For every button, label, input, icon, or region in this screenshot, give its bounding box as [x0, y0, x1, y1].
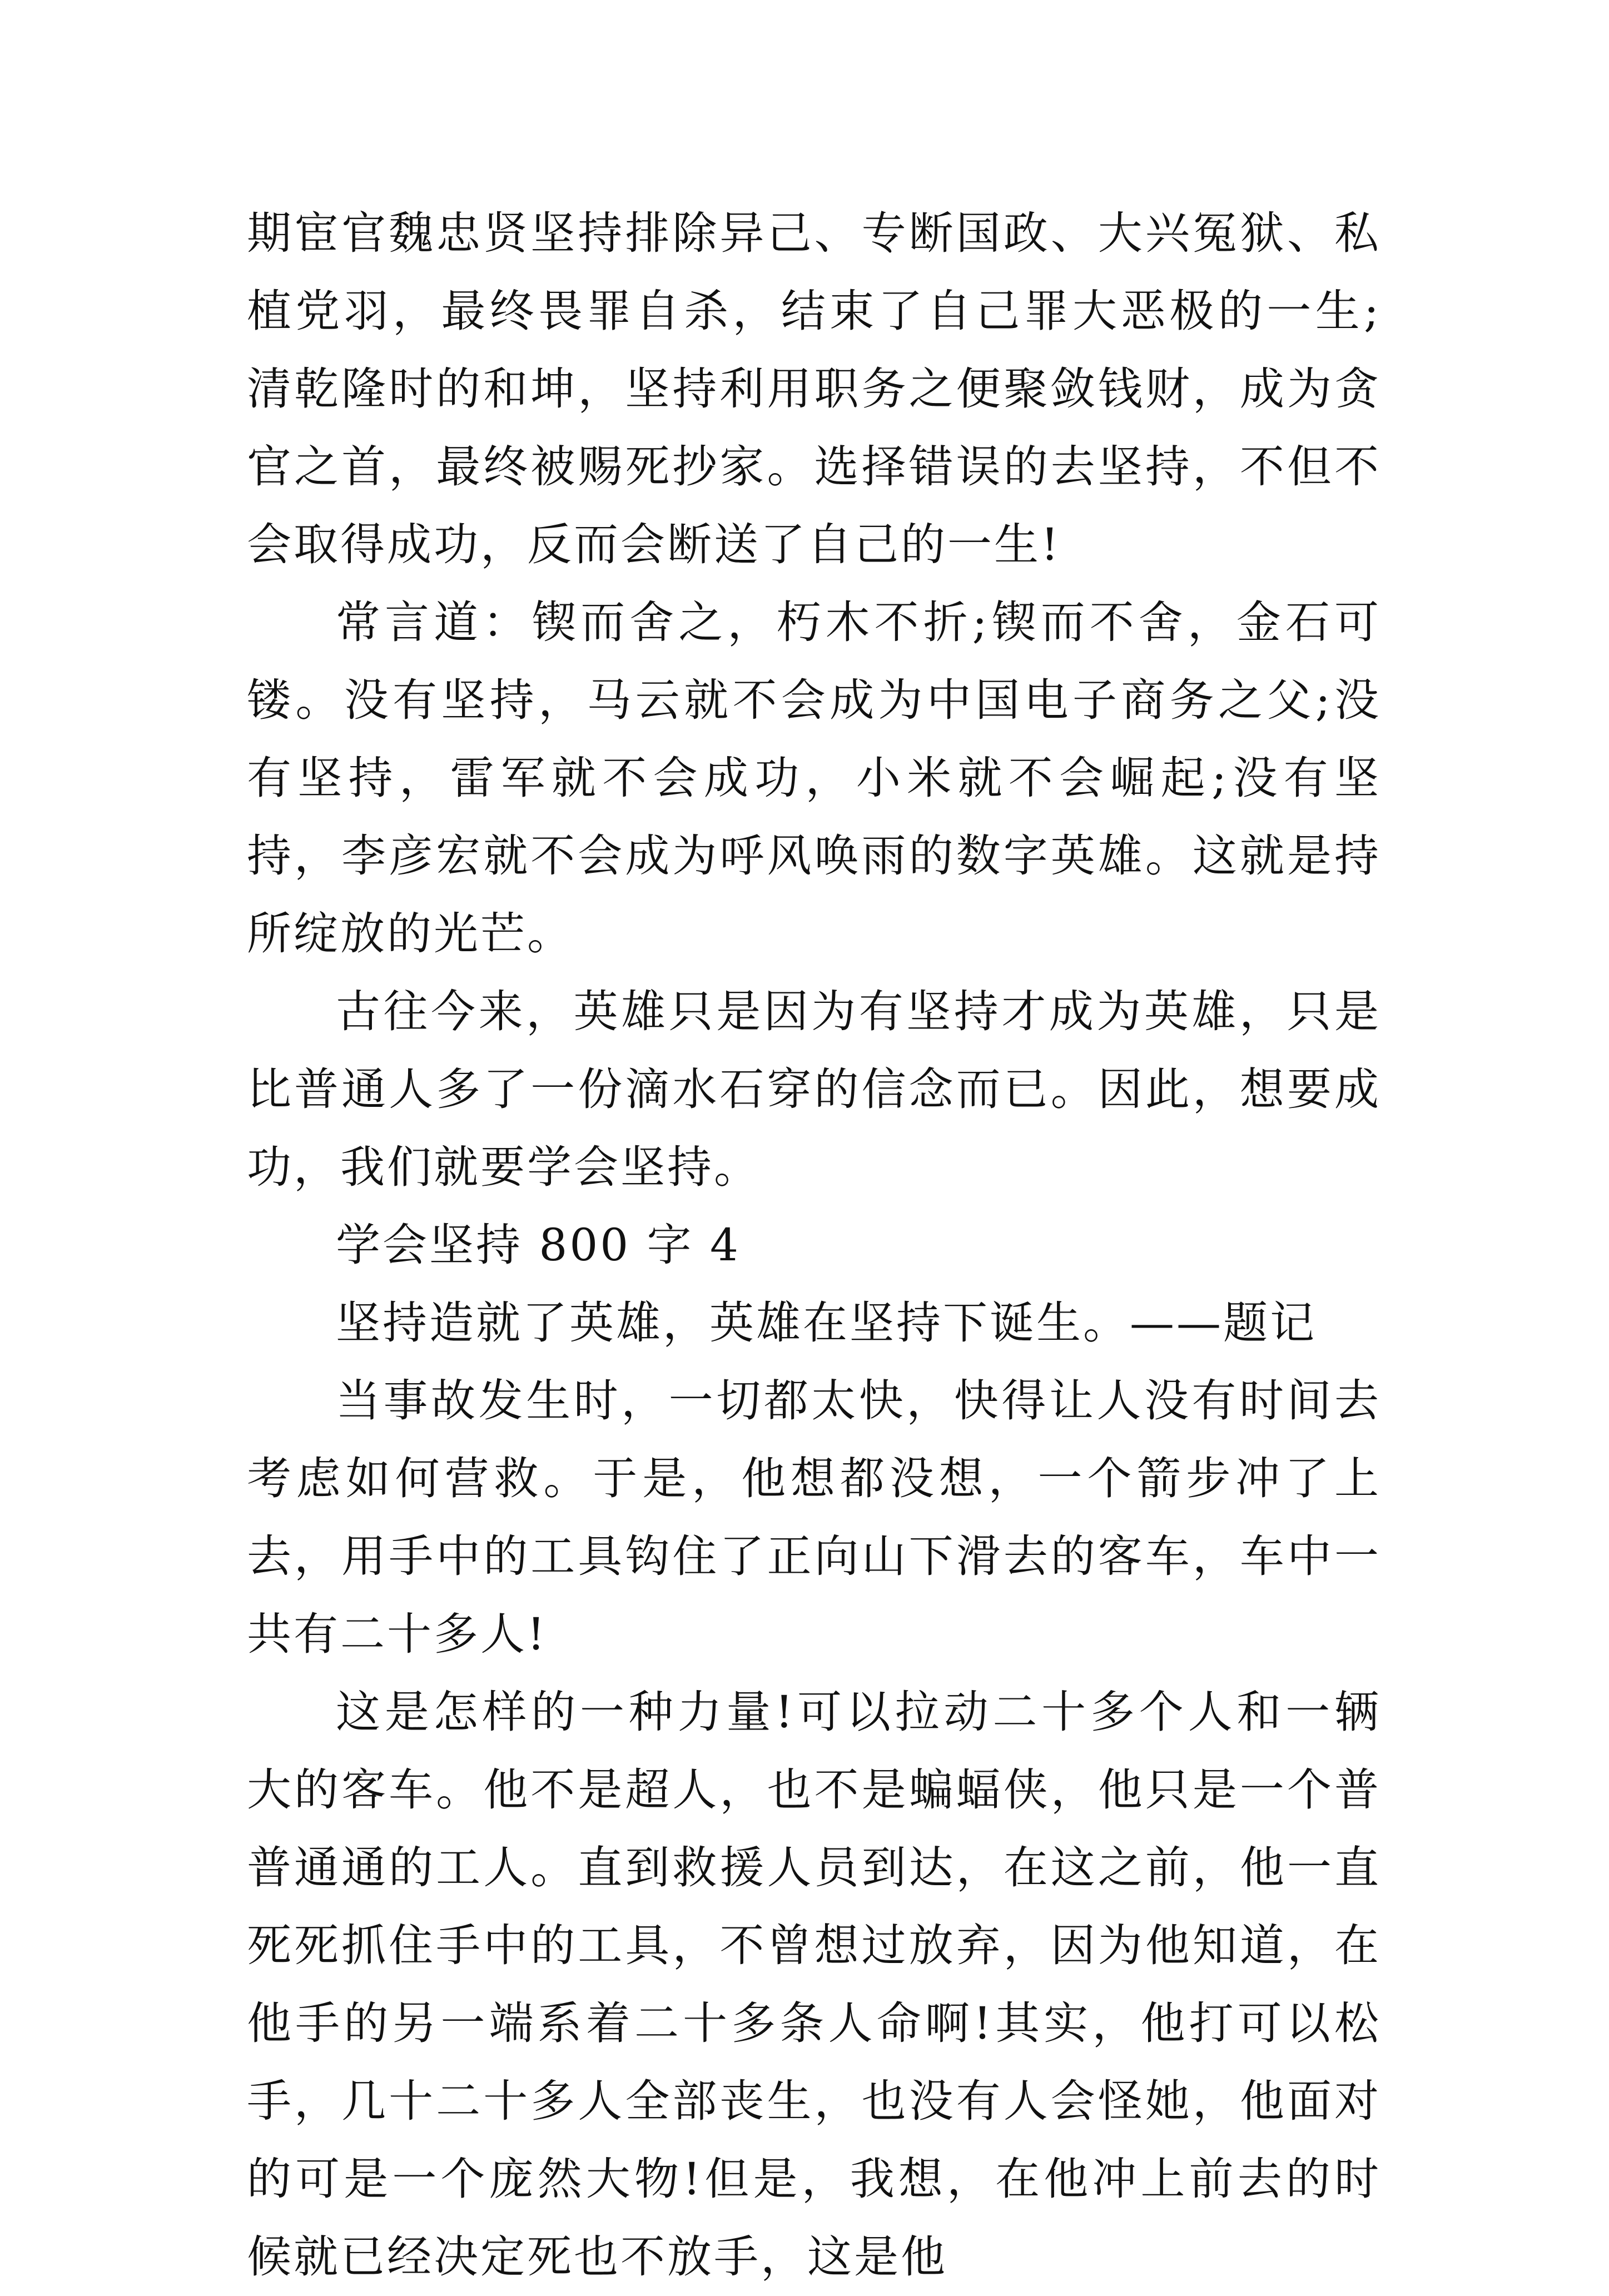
- section-heading: 学会坚持 800 字 4: [336, 1219, 741, 1271]
- paragraph: 当事故发生时，一切都太快，快得让人没有时间去考虑如何营救。于是，他想都没想，一个箭步冲了上去，用手中的工具钩住了正向山下滑去的客车，车中一共有二十多人!: [247, 1375, 1381, 1660]
- paragraph: 这是怎样的一种力量!可以拉动二十多个人和一辆大的客车。他不是超人，也不是蝙蝠侠，他只是一个普普通通的工人。直到救援人员到达，在这之前，他一直死死抓住手中的工具，不曾想过放弃，因为他知道，在他手的另一端系着二十多条人命啊!其实，他打可以松手，几十二十多人全部丧生，也没有人会怪她，他面对的可是一个庞然大物!但是，我想，在他冲上前去的时候就已经决定死也不放手，这是他: [247, 1686, 1381, 2283]
- paragraph: 常言道：锲而舍之，朽木不折;锲而不舍，金石可镂。没有坚持，马云就不会成为中国电子商务之父;没有坚持，雷军就不会成功，小米就不会崛起;没有坚持，李彦宏就不会成为呼风唤雨的数字英雄。这就是持所绽放的光芒。: [247, 597, 1381, 960]
- paragraph: 古往今来，英雄只是因为有坚持才成为英雄，只是比普通人多了一份滴水石穿的信念而已。因此，想要成功，我们就要学会坚持。: [247, 986, 1381, 1193]
- epigraph: 坚持造就了英雄，英雄在坚持下诞生。——题记: [336, 1297, 1317, 1349]
- paragraph-continuation: 期宦官魏忠贤坚持排除异己、专断国政、大兴冤狱、私植党羽，最终畏罪自杀，结束了自己罪大恶极的一生;清乾隆时的和坤，坚持利用职务之便聚敛钱财，成为贪官之首，最终被赐死抄家。选择错误的去坚持，不但不会取得成功，反而会断送了自己的一生!: [247, 207, 1381, 570]
- document-body: [247, 195, 1381, 2296]
